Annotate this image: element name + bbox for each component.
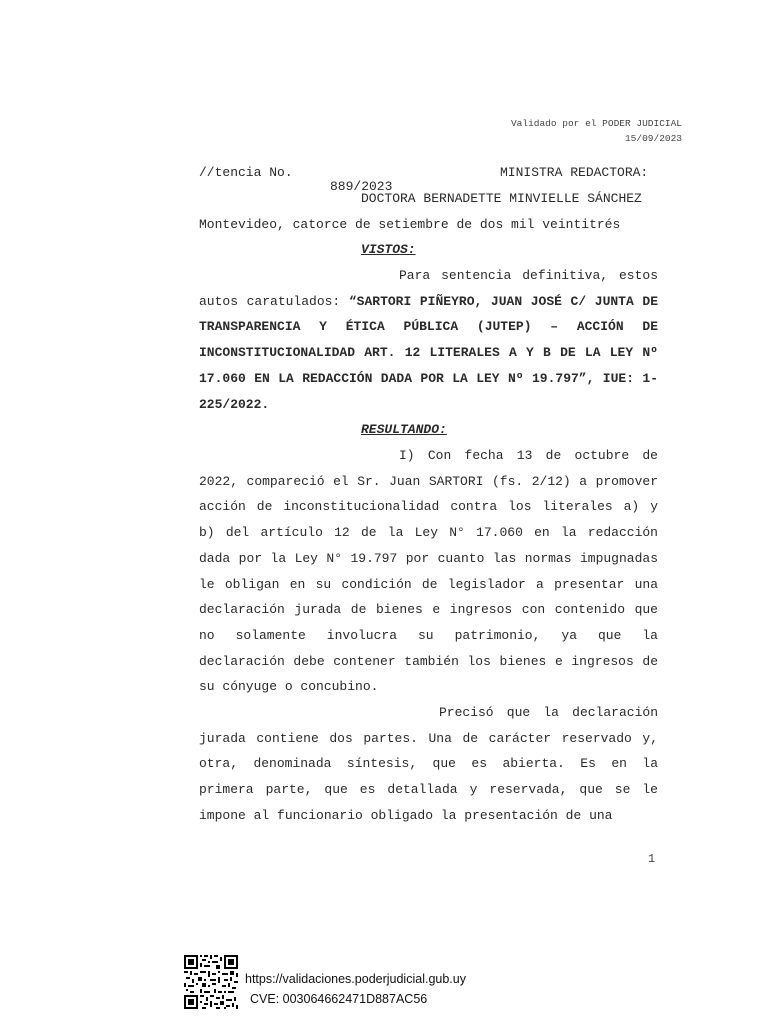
vistos-lead: Para sentencia definitiva, estos autos caratulados: <box>199 268 658 309</box>
validation-url-link[interactable]: https://validaciones.poderjudicial.gub.uy <box>245 972 466 986</box>
sentencia-label: //tencia No. <box>199 165 293 180</box>
page-number: 1 <box>648 852 656 866</box>
place-date: Montevideo, catorce de setiembre de dos mil veintitrés <box>199 217 621 232</box>
ministra-label: MINISTRA REDACTORA: <box>500 165 649 180</box>
vistos-heading: VISTOS: <box>361 242 416 257</box>
resultando-heading: RESULTANDO: <box>361 422 447 437</box>
resultando-paragraph-2-text: Precisó que la declaración jurada contiene dos partes. Una de carácter reservado y, otra, denominada síntesis, que es abierta. Es en la primera parte, que es detallada y reservada, que se le impone al funcionario obligado la presentación de una <box>199 705 658 823</box>
caratula-title: “SARTORI PIÑEYRO, JUAN JOSÉ C/ JUNTA DE TRANSPARENCIA Y ÉTICA PÚBLICA (JUTEP) – ACCIÓN DE INCONSTITUCIONALIDAD ART. 12 LITERALES A Y B DE LA LEY Nº 17.060 EN LA REDACCIÓN DADA POR LA LEY Nº 19.797”, IUE: 1-225/2022. <box>199 293 658 412</box>
validation-stamp <box>511 116 682 146</box>
sentencia-number: 889/2023 <box>330 179 393 194</box>
validation-line-1: Validado por el PODER JUDICIAL <box>510 118 682 129</box>
validation-code: CVE: 003064662471D887AC56 <box>250 992 428 1006</box>
resultando-paragraph-1 <box>199 443 658 700</box>
vistos-paragraph <box>199 263 658 417</box>
resultando-paragraph-1-text: I) Con fecha 13 de octubre de 2022, compareció el Sr. Juan SARTORI (fs. 2/12) a promover acción de inconstitucionalidad contra los literales a) y b) del artículo 12 de la Ley N° 17.060 en la redacción dada por la Ley N° 19.797 por cuanto las normas impugnadas le obligan en su condición de legislador a presentar una declaración jurada de bienes e ingresos con contenido que no solamente involucra su patrimonio, ya que la declaración debe contener también los bienes e ingresos de su cónyuge o concubino. <box>199 448 658 695</box>
qr-code-icon <box>184 955 238 1009</box>
validation-date: 15/09/2023 <box>624 133 682 144</box>
resultando-paragraph-2 <box>199 700 658 829</box>
ministra-name: DOCTORA BERNADETTE MINVIELLE SÁNCHEZ <box>361 191 642 206</box>
